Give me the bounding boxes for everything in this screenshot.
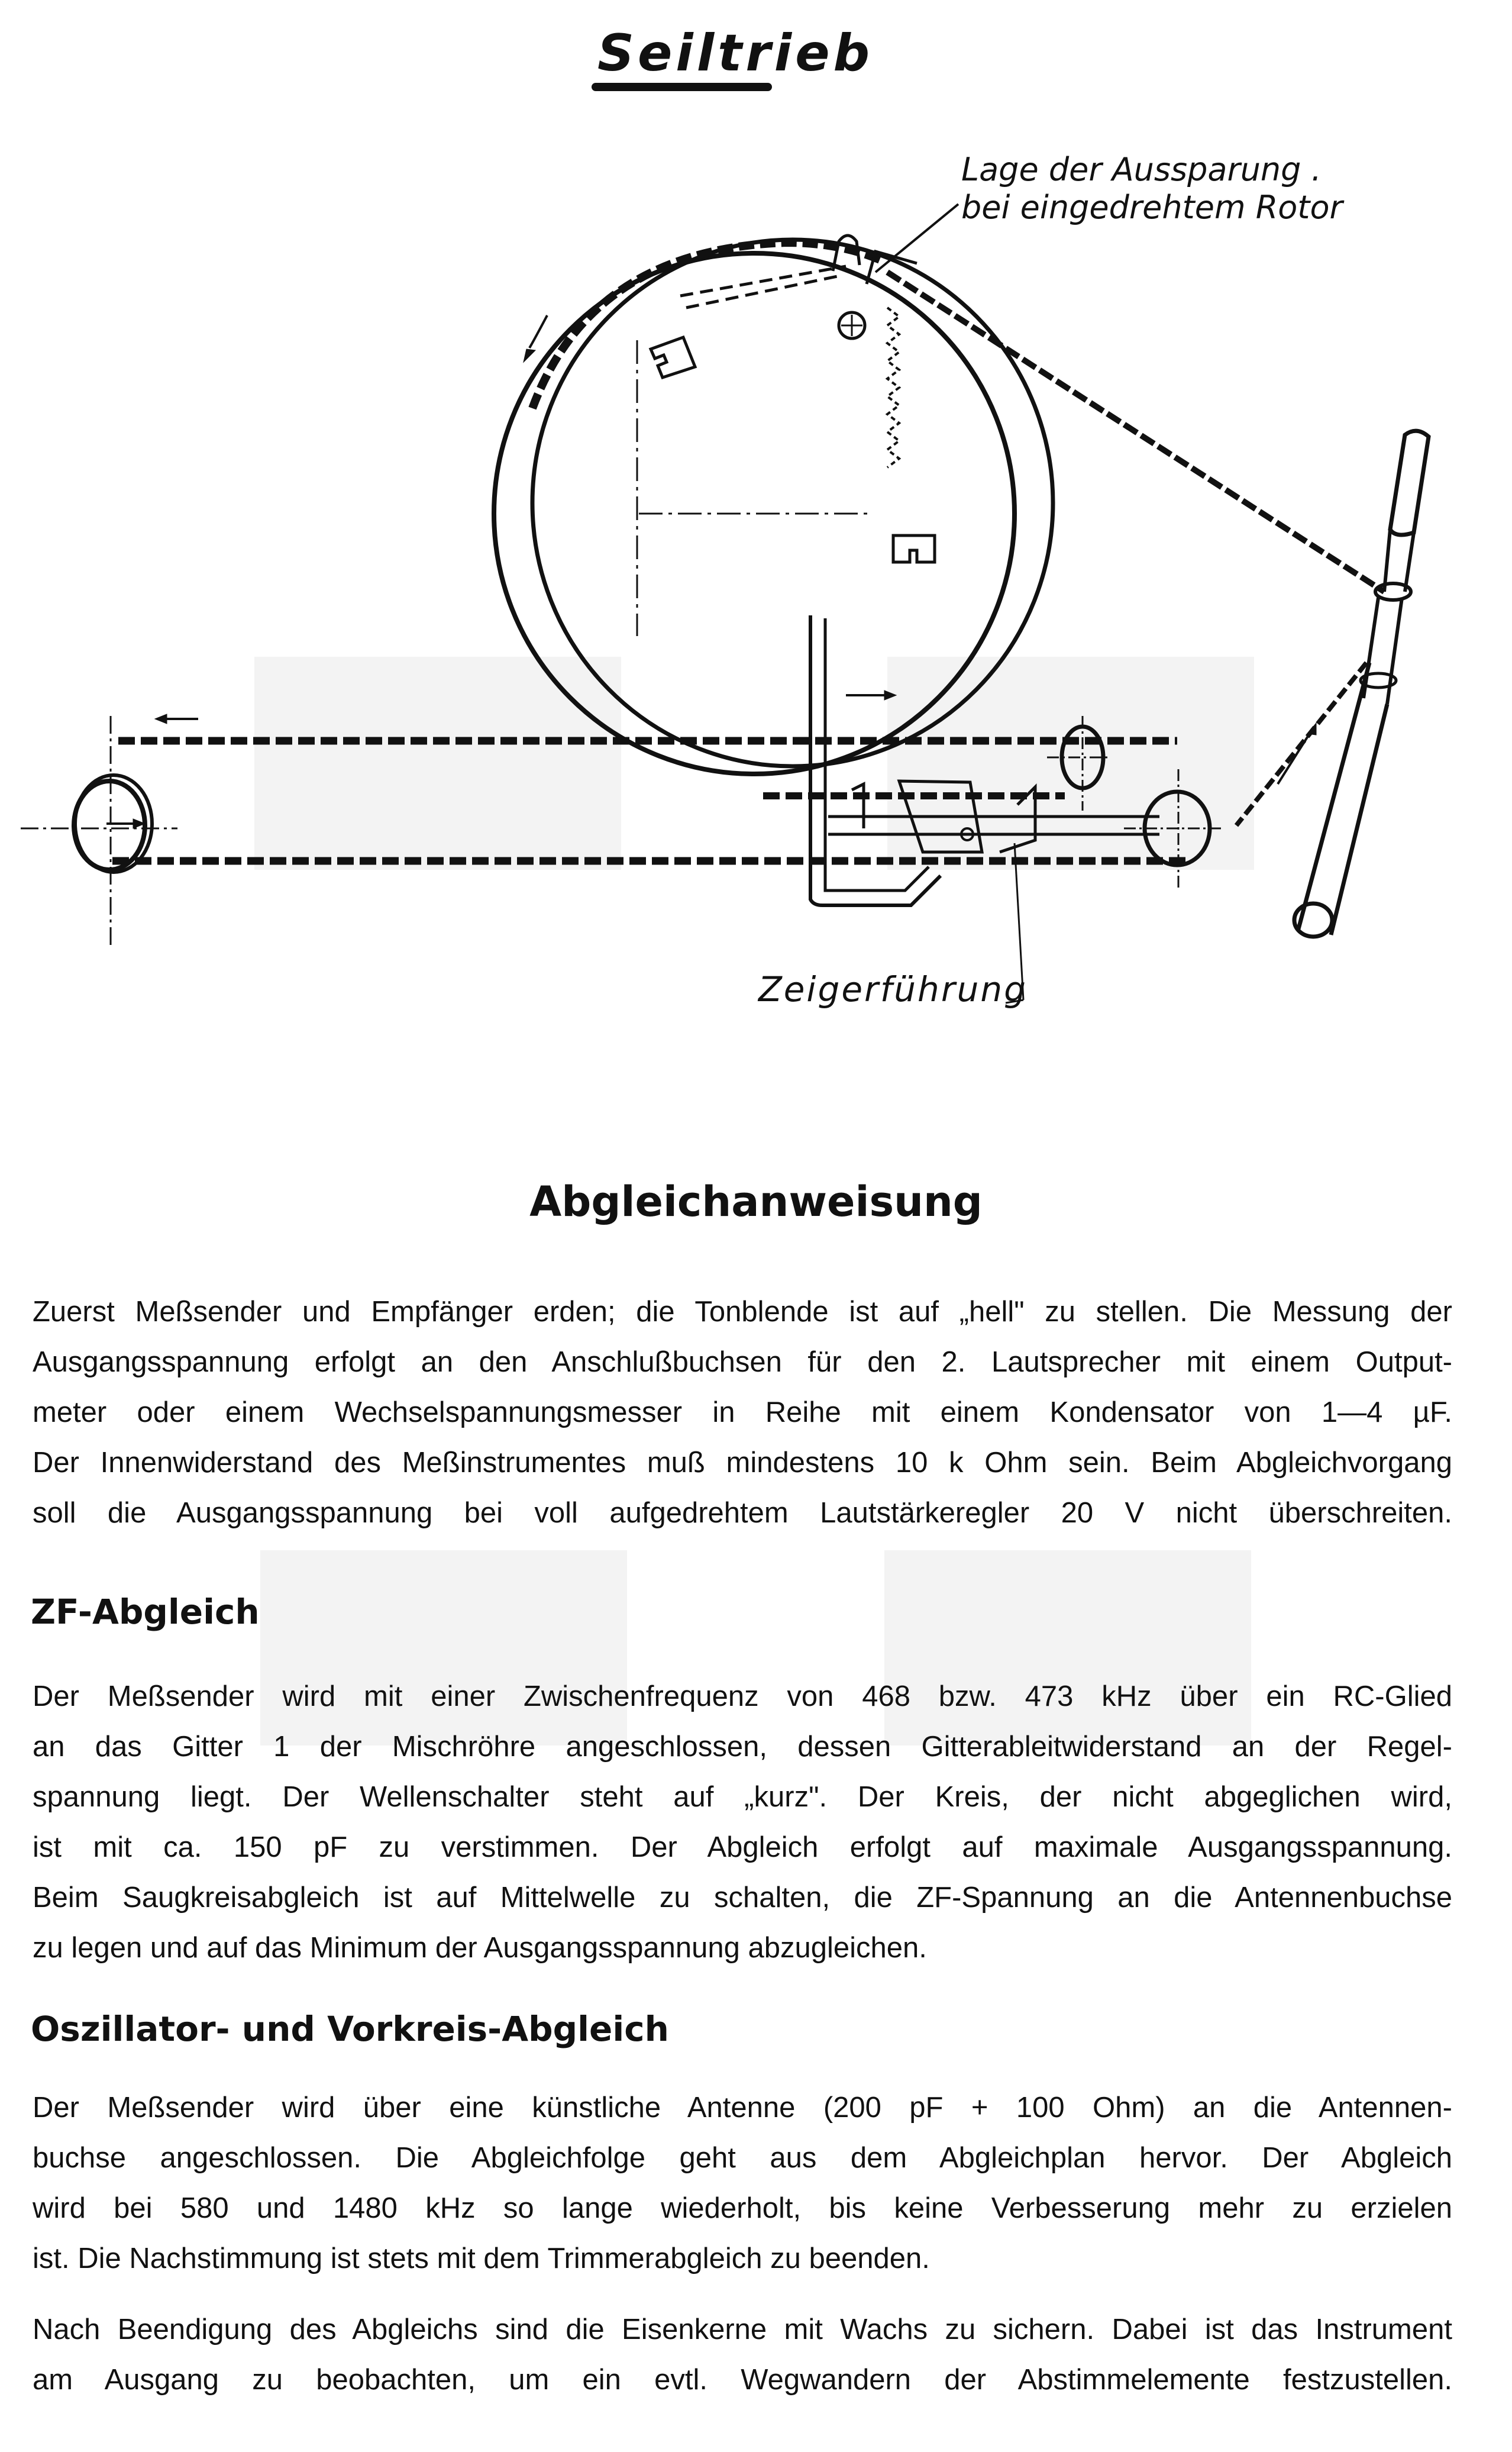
text-line: Ausgangsspannung erfolgt an den Anschlußbuchsen für den 2. Lautsprecher mit einem Output- — [33, 1346, 1452, 1378]
text-line: buchse angeschlossen. Die Abgleichfolge geht aus dem Abgleichplan hervor. Der Abgleich — [33, 2142, 1452, 2174]
section-heading-oscillator: Oszillator- und Vorkreis-Abgleich — [31, 2009, 669, 2049]
text-line: ist mit ca. 150 pF zu verstimmen. Der Abgleich erfolgt auf maximale Ausgangsspannung. — [33, 1831, 1452, 1863]
hook-left — [651, 337, 695, 378]
zf-paragraph — [33, 1672, 1452, 1973]
rotation-arrow-icon — [529, 315, 547, 348]
drum-cable-groove — [532, 243, 881, 408]
text-line: meter oder einem Wechselspannungsmesser in Reihe mit einem Kondensator von 1—4 µF. — [33, 1396, 1452, 1428]
text-line: ist. Die Nachstimmung ist stets mit dem Trimmerabgleich zu beenden. — [33, 2243, 930, 2274]
document-title: Abgleichanweisung — [529, 1177, 983, 1226]
text-line: Der Innenwiderstand des Meßinstrumentes muß mindestens 10 k Ohm sein. Beim Abgleichvorgang — [33, 1447, 1452, 1479]
annotation-recess-line-1: Lage der Aussparung . — [961, 151, 1322, 188]
hook-right — [893, 535, 935, 562]
text-line: Nach Beendigung des Abgleichs sind die Eisenkerne mit Wachs zu sichern. Dabei ist das Instrument — [33, 2314, 1452, 2345]
drum — [494, 235, 1053, 774]
tension-spring — [887, 308, 899, 467]
annotation-pointer-guide: Zeigerführung — [758, 969, 1028, 1009]
intro-paragraph — [33, 1287, 1452, 1538]
oscillator-paragraph — [33, 2083, 1452, 2284]
text-line: Zuerst Meßsender und Empfänger erden; die Tonblende ist auf „hell" zu stellen. Die Messung der — [33, 1296, 1452, 1328]
dashed-cable — [680, 266, 846, 296]
text-line: am Ausgang zu beobachten, um ein evtl. Wegwandern der Abstimmelemente festzustellen. — [33, 2364, 1452, 2396]
section-heading-zf: ZF-Abgleich — [31, 1592, 260, 1632]
text-line: an das Gitter 1 der Mischröhre angeschlossen, dessen Gitterableitwiderstand an der Regel- — [33, 1731, 1452, 1763]
text-line: Beim Saugkreisabgleich ist auf Mittelwelle zu schalten, die ZF-Spannung an die Antennenbuchse — [33, 1882, 1452, 1914]
text-line: wird bei 580 und 1480 kHz so lange wiederholt, bis keine Verbesserung mehr zu erzielen — [33, 2192, 1452, 2224]
direction-arrow-icon — [1278, 728, 1313, 784]
arrowhead-icon — [524, 349, 535, 362]
arrowhead-icon — [155, 714, 167, 724]
text-line: spannung liegt. Der Wellenschalter steht auf „kurz". Der Kreis, der nicht abgeglichen wird, — [33, 1781, 1452, 1813]
annotation-recess-line-2: bei eingedrehtem Rotor — [961, 189, 1343, 226]
arrowhead-icon — [1307, 723, 1316, 735]
guide-pulley-lower — [1124, 769, 1225, 888]
diagram-title: Seiltrieb — [597, 24, 874, 83]
drive-cable-upper — [887, 272, 1384, 592]
tuning-shaft — [1294, 431, 1429, 937]
text-line: Der Meßsender wird über eine künstliche Antenne (200 pF + 100 Ohm) an die Antennen- — [33, 2092, 1452, 2124]
arrowhead-icon — [884, 691, 896, 700]
final-paragraph — [33, 2305, 1452, 2405]
pointer-guide — [810, 615, 1159, 1003]
drum-rim — [532, 240, 1053, 766]
annotation-recess — [961, 151, 1343, 227]
text-line: Der Meßsender wird mit einer Zwischenfrequenz von 468 bzw. 473 kHz über ein RC-Glied — [33, 1680, 1452, 1712]
text-line: soll die Ausgangsspannung bei voll aufgedrehtem Lautstärkeregler 20 V nicht überschreiten. — [33, 1497, 1452, 1529]
left-pulley — [21, 716, 177, 947]
text-line: zu legen und auf das Minimum der Ausgangsspannung abzugleichen. — [33, 1932, 927, 1964]
